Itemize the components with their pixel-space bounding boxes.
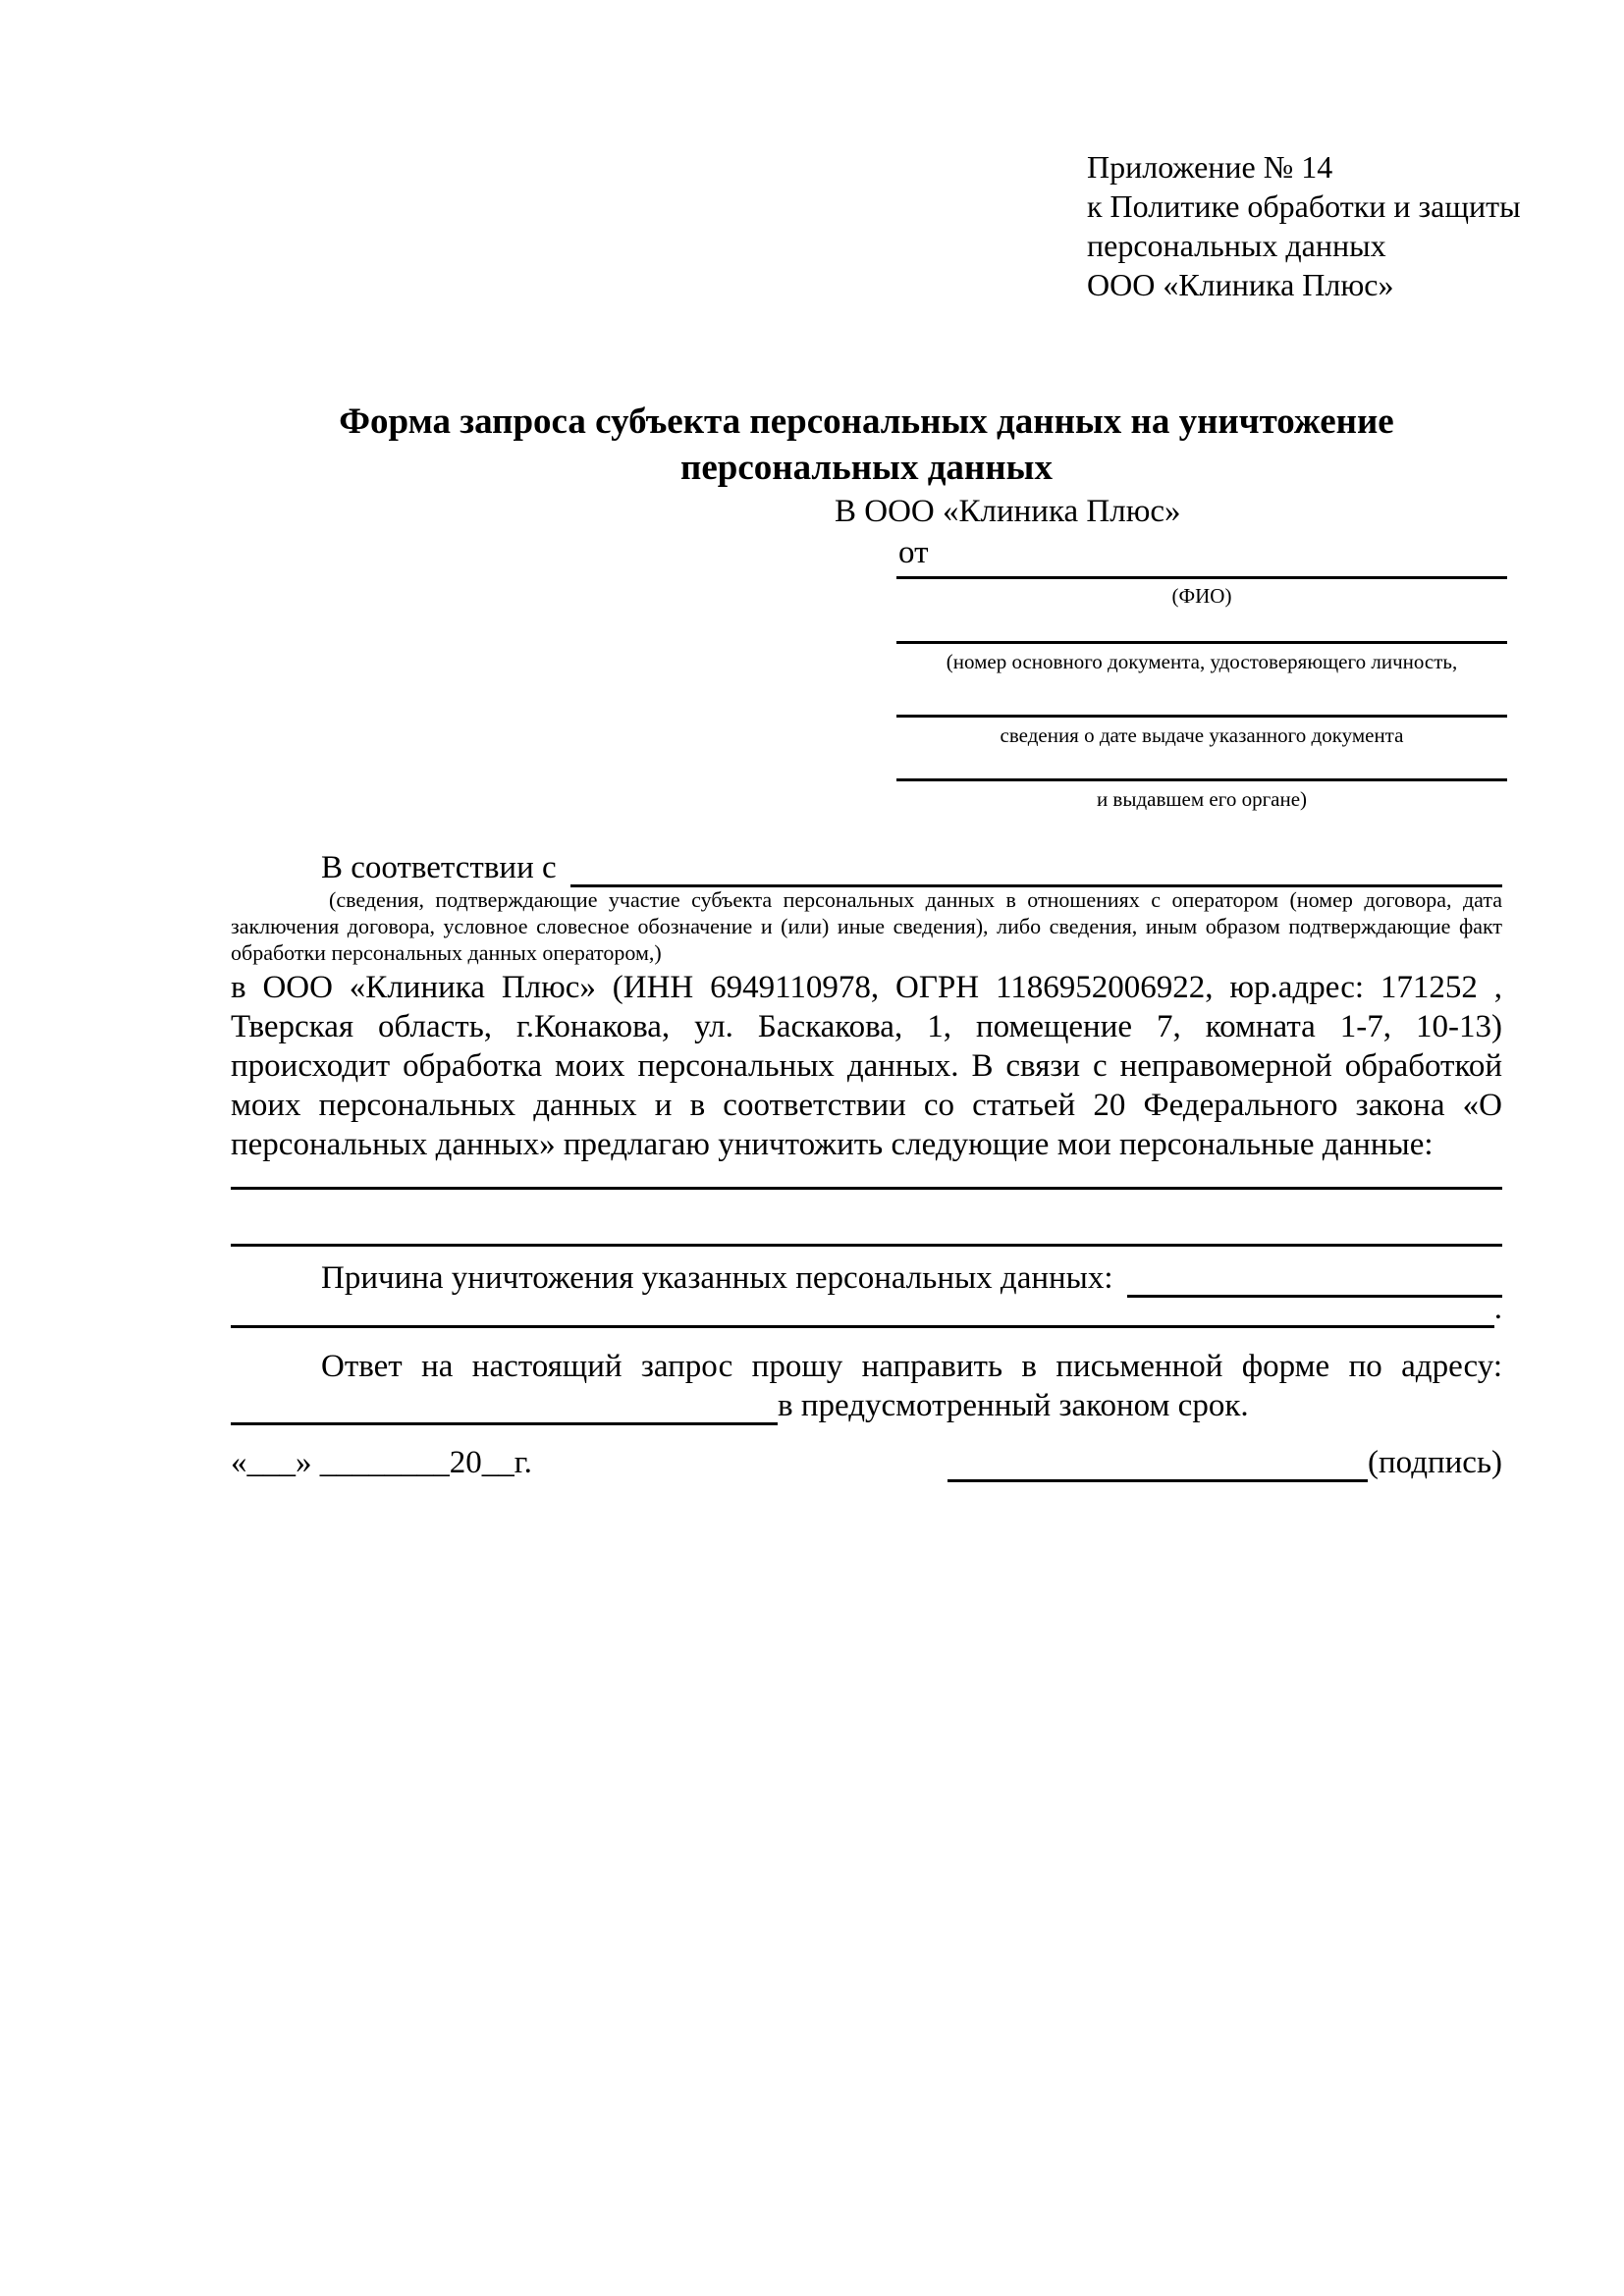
document-title-line-1: Форма запроса субъекта персональных данных на уничтожение xyxy=(339,401,1394,442)
appendix-header xyxy=(1087,147,1548,304)
document-title xyxy=(231,399,1502,491)
reply-tail: в предусмотренный законом срок. xyxy=(778,1388,1249,1423)
document-title-line-2: персональных данных xyxy=(680,448,1053,488)
data-fill-line-1 xyxy=(231,1187,1502,1190)
body-line-3: происходит обработка моих персональных данных. В связи с неправомерной обработкой xyxy=(231,1048,1502,1084)
doc-number-caption: (номер основного документа, удостоверяющего личность, xyxy=(946,650,1458,673)
accordance-row xyxy=(231,848,1502,887)
doc-issue-date-caption: сведения о дате выдаче указанного документа xyxy=(1000,723,1404,747)
fio-caption: (ФИО) xyxy=(1171,584,1232,608)
body-line-4: моих персональных данных и в соответствии со статьей 20 Федерального закона «О xyxy=(231,1088,1502,1123)
reason-fill-line-2 xyxy=(231,1296,1494,1328)
body-line-5: персональных данных» предлагаю уничтожить следующие мои персональные данные: xyxy=(231,1127,1434,1162)
reply-line-1: Ответ на настоящий запрос прошу направить в письменной форме по адресу: xyxy=(321,1349,1502,1384)
signature-fill-line xyxy=(947,1444,1368,1482)
addressee: В ООО «Клиника Плюс» xyxy=(835,494,1181,529)
fio-fill-line xyxy=(896,576,1507,579)
reply-line-2 xyxy=(231,1386,1502,1425)
doc-issuer-caption: и выдавшем его органе) xyxy=(1096,787,1308,811)
appendix-header-line: к Политике обработки и защиты xyxy=(1087,188,1521,224)
from-label: от xyxy=(898,535,929,570)
accordance-note-line-2: заключения договора, условное словесное обозначение и (или) иные сведения), либо сведения, иным образом подтверждающие факт xyxy=(231,914,1502,938)
signature-footer xyxy=(231,1441,1502,1482)
appendix-header-line: Приложение № 14 xyxy=(1087,149,1333,185)
accordance-note-line-1: (сведения, подтверждающие участие субъекта персональных данных в отношениях с оператором (номер договора, дата xyxy=(329,887,1502,912)
doc-issuer-fill-line xyxy=(896,778,1507,781)
accordance-fill-line xyxy=(570,851,1502,887)
reason-label: Причина уничтожения указанных персональных данных: xyxy=(321,1260,1113,1296)
data-fill-line-2 xyxy=(231,1244,1502,1247)
body-paragraph xyxy=(231,968,1502,1164)
reason-period: . xyxy=(1493,1291,1502,1326)
doc-issue-date-fill-line xyxy=(896,715,1507,718)
reason-continuation-row xyxy=(231,1293,1502,1328)
address-fill-line xyxy=(231,1389,778,1425)
doc-number-fill-line xyxy=(896,641,1507,644)
date-blank-text: «___» ________20__г. xyxy=(231,1445,532,1480)
signature-caption: (подпись) xyxy=(1368,1445,1502,1480)
accordance-note-line-3: обработки персональных данных оператором,) xyxy=(231,940,662,965)
reason-row xyxy=(231,1258,1502,1298)
body-line-2: Тверская область, г.Конакова, ул. Баскакова, 1, помещение 7, комната 1-7, 10-13) xyxy=(231,1009,1502,1044)
accordance-label: В соответствии с xyxy=(321,850,557,885)
appendix-header-line: ООО «Клиника Плюс» xyxy=(1087,267,1394,302)
signature-group xyxy=(947,1443,1502,1482)
body-line-1: в ООО «Клиника Плюс» (ИНН 6949110978, ОГРН 1186952006922, юр.адрес: 171252 , xyxy=(231,970,1502,1005)
appendix-header-line: персональных данных xyxy=(1087,228,1386,263)
